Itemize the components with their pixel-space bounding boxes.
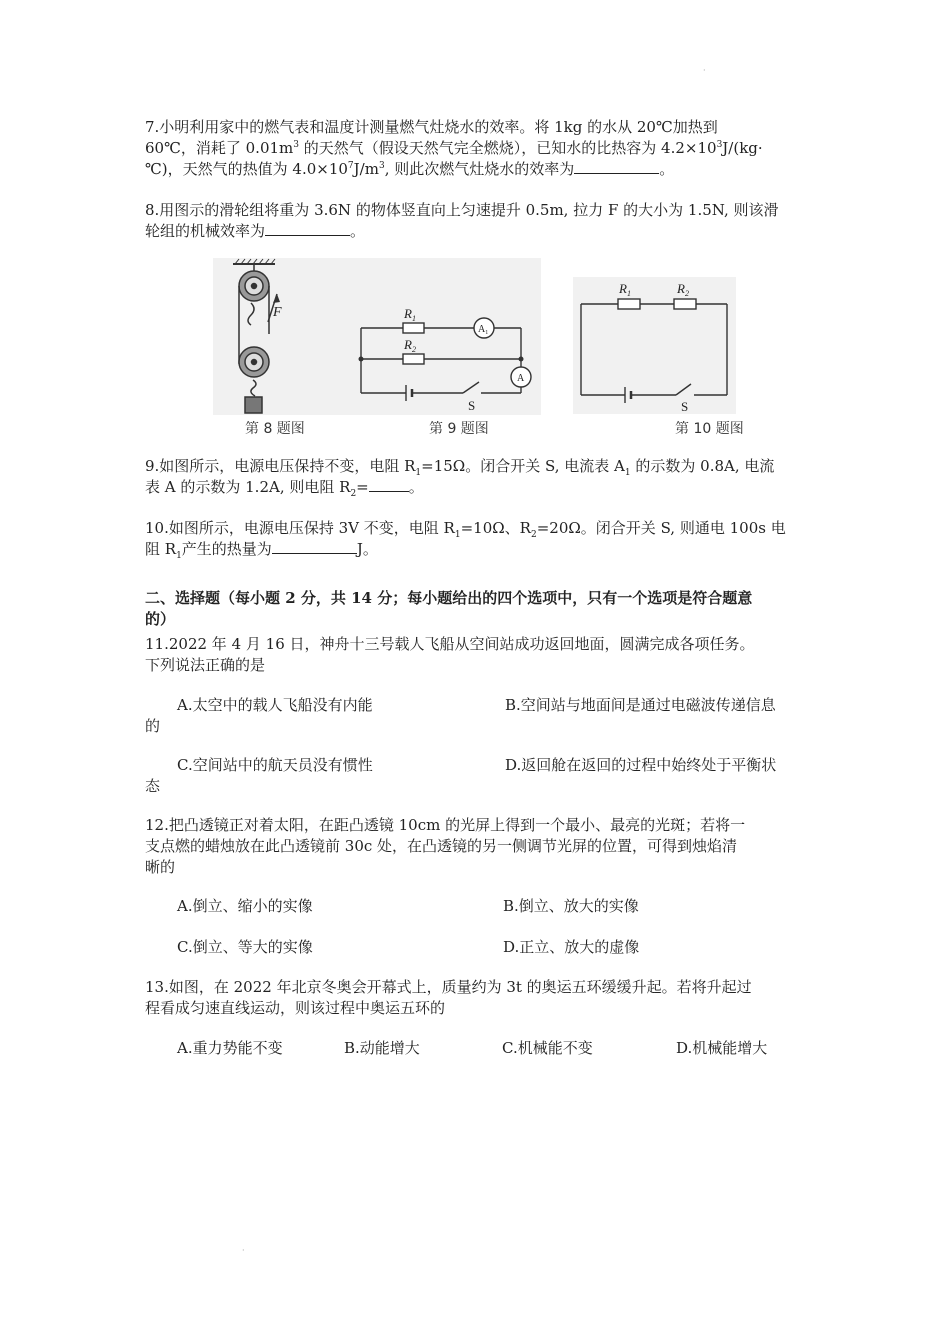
figure-9-caption: 第 9 题图 [429, 421, 489, 437]
series-circuit-diagram [581, 299, 727, 403]
pulley-system-diagram [233, 259, 280, 413]
question-13 [145, 977, 807, 1019]
q11-line-2: 下列说法正确的是 [145, 656, 266, 674]
junction-dot [519, 357, 524, 362]
scan-dot: · [703, 66, 706, 75]
q12-line-2: 支点燃的蜡烛放在此凸透镜前 30c 处，在凸透镜的另一侧调节光屏的位置，可得到烛焰清 [145, 837, 738, 855]
q11-option-a[interactable]: A.太空中的载人飞船没有内能 [177, 696, 373, 714]
q8-line-1: 8.用图示的滑轮组将重为 3.6N 的物体竖直向上匀速提升 0.5m, 拉力 F 的大小为 1.5N, 则该滑 [145, 201, 779, 219]
q8-line-2: 轮组的机械效率为 。 [145, 222, 366, 240]
figure-10-drawing [573, 277, 736, 415]
q12-option-d[interactable]: D.正立、放大的虚像 [503, 938, 640, 956]
junction-dot [359, 357, 364, 362]
answer-blank[interactable] [574, 159, 659, 174]
answer-blank[interactable] [369, 477, 409, 492]
force-label: F [273, 305, 282, 320]
r1-label: $R_1$ [619, 281, 631, 298]
q10-line-1: 10.如图所示，电源电压保持 3V 不变，电阻 $R_1=10\Omega$、$R_2=20\Omega$。闭合开关 S, 则通电 100s 电 [145, 519, 786, 540]
q7-line-1: 7.小明利用家中的燃气表和温度计测量燃气灶烧水的效率。将 1kg 的水从 20℃加热到 [145, 118, 718, 136]
section-2-heading: 二、选择题（每小题 2 分，共 14 分；每小题给出的四个选项中，只有一个选项是符合题意 的） [145, 589, 753, 628]
q9-line-2: 表 A 的示数为 1.2A, 则电阻 $R_2=$ 。 [145, 478, 424, 499]
q13-option-c[interactable]: C.机械能不变 [502, 1039, 593, 1057]
switch-label: S [468, 398, 476, 413]
q11-option-b[interactable]: B.空间站与地面间是通过电磁波传递信息 [505, 696, 776, 714]
q13-line-1: 13.如图，在 2022 年北京冬奥会开幕式上，质量约为 3t 的奥运五环缓缓升起。若将升起过 [145, 978, 752, 996]
answer-blank[interactable] [272, 539, 357, 554]
q11-option-c[interactable]: C.空间站中的航天员没有惯性 [177, 756, 373, 774]
q7-line-3: ℃)，天然气的热值为 $4.0\times 10^7J/m^3$, 则此次燃气灶烧水的效率为 。 [145, 160, 675, 178]
answer-blank[interactable] [265, 221, 350, 236]
figures-8-9-drawing [213, 258, 541, 416]
scan-dot: · [242, 1246, 245, 1255]
question-11 [145, 634, 807, 676]
ammeter-a1-label: $A_1$ [478, 324, 489, 336]
question-7 [145, 117, 807, 180]
q11-option-d-cont: 态 [145, 777, 161, 795]
r1-label: $R_1$ [404, 306, 416, 323]
q11-option-b-cont: 的 [145, 717, 161, 735]
q9-line-1: 9.如图所示，电源电压保持不变，电阻 $R_1=15\Omega$。闭合开关 S, 电流表 $A_1$ 的示数为 0.8A, 电流 [145, 457, 775, 478]
figure-10-caption: 第 10 题图 [675, 421, 744, 437]
q12-option-a[interactable]: A.倒立、缩小的实像 [177, 897, 313, 915]
q12-line-3: 晰的 [145, 858, 176, 876]
q13-option-b[interactable]: B.动能增大 [344, 1039, 420, 1057]
q11-option-d[interactable]: D.返回舱在返回的过程中始终处于平衡状 [505, 756, 777, 774]
q13-option-a[interactable]: A.重力势能不变 [177, 1039, 283, 1057]
figure-8-caption: 第 8 题图 [245, 421, 305, 437]
q7-line-2: 60℃，消耗了 $0.01m^3$ 的天然气（假设天然气完全燃烧），已知水的比热容为 $4.2\times 10^3J/(kg\cdot$ [145, 139, 763, 157]
q11-line-1: 11.2022 年 4 月 16 日，神舟十三号载人飞船从空间站成功返回地面，圆满完成各项任务。 [145, 635, 755, 653]
q10-line-2: 阻 $R_1$产生的热量为 J。 [145, 540, 378, 561]
question-12 [145, 815, 807, 878]
r2-label: $R_2$ [677, 281, 689, 298]
q12-line-1: 12.把凸透镜正对着太阳，在距凸透镜 10cm 的光屏上得到一个最小、最亮的光斑；若将一 [145, 816, 746, 834]
q13-option-d[interactable]: D.机械能增大 [676, 1039, 768, 1057]
parallel-circuit-diagram [361, 318, 531, 401]
question-8 [145, 200, 807, 242]
ammeter-a-label: A [517, 373, 525, 384]
q13-line-2: 程看成匀速直线运动，则该过程中奥运五环的 [145, 999, 446, 1017]
switch-label: S [681, 399, 689, 414]
question-9 [145, 456, 807, 498]
r2-label: $R_2$ [404, 337, 416, 354]
q12-option-b[interactable]: B.倒立、放大的实像 [503, 897, 639, 915]
question-10 [145, 518, 807, 560]
q12-option-c[interactable]: C.倒立、等大的实像 [177, 938, 313, 956]
